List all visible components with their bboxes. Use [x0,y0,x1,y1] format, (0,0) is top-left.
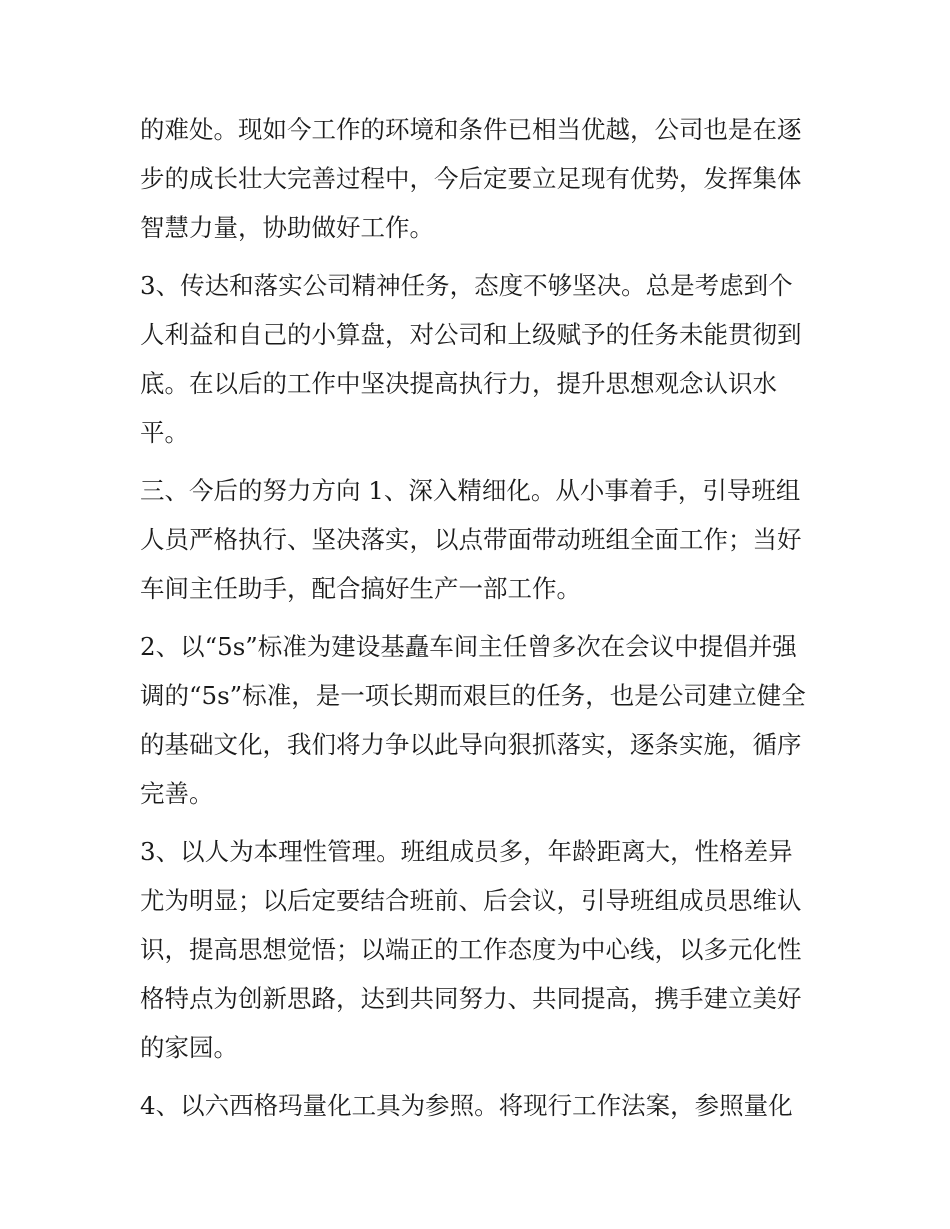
text-line: 2、以“5s”标准为建设基矗车间主任曾多次在会议中提倡并强 [140,632,797,661]
text-line: 3、传达和落实公司精神任务，态度不够坚决。总是考虑到个 [140,271,793,300]
text-line: 4、以六西格玛量化工具为参照。将现行工作法案，参照量化 [140,1091,793,1120]
text-line: 的基础文化，我们将力争以此导向狠抓落实，逐条实施，循序 [140,730,802,759]
paragraph-difficulty-conclusion [140,105,820,252]
text-line: 的难处。现如今工作的环境和条件已相当优越，公司也是在逐 [140,115,802,144]
text-line: 3、以人为本理性管理。班组成员多，年龄距离大，性格差异 [140,837,793,866]
text-line: 人员严格执行、坚决落实，以点带面带动班组全面工作；当好 [140,525,802,554]
text-line: 的家园。 [140,1033,238,1062]
text-line: 智慧力量，协助做好工作。 [140,213,434,242]
text-line: 格特点为创新思路，达到共同努力、共同提高，携手建立美好 [140,984,802,1013]
text-line: 底。在以后的工作中坚决提高执行力，提升思想观念认识水 [140,369,777,398]
text-line: 平。 [140,418,189,447]
paragraph-item-2-5s-standard [140,622,820,818]
text-line: 调的“5s”标准，是一项长期而艰巨的任务，也是公司建立健全 [140,681,806,710]
text-line: 完善。 [140,779,214,808]
document-body [140,105,820,1139]
text-line: 三、今后的努力方向 1、深入精细化。从小事着手，引导班组 [140,476,801,505]
paragraph-item-3-people-management [140,827,820,1072]
text-line: 车间主任助手，配合搞好生产一部工作。 [140,574,581,603]
text-line: 人利益和自己的小算盘，对公司和上级赋予的任务未能贯彻到 [140,320,802,349]
text-line: 识，提高思想觉悟；以端正的工作态度为中心线，以多元化性 [140,935,802,964]
paragraph-item-3-task-execution [140,261,820,457]
text-line: 尤为明显；以后定要结合班前、后会议，引导班组成员思维认 [140,886,802,915]
paragraph-item-4-six-sigma [140,1081,820,1130]
text-line: 步的成长壮大完善过程中，今后定要立足现有优势，发挥集体 [140,164,802,193]
paragraph-section-3-future-direction [140,466,820,613]
